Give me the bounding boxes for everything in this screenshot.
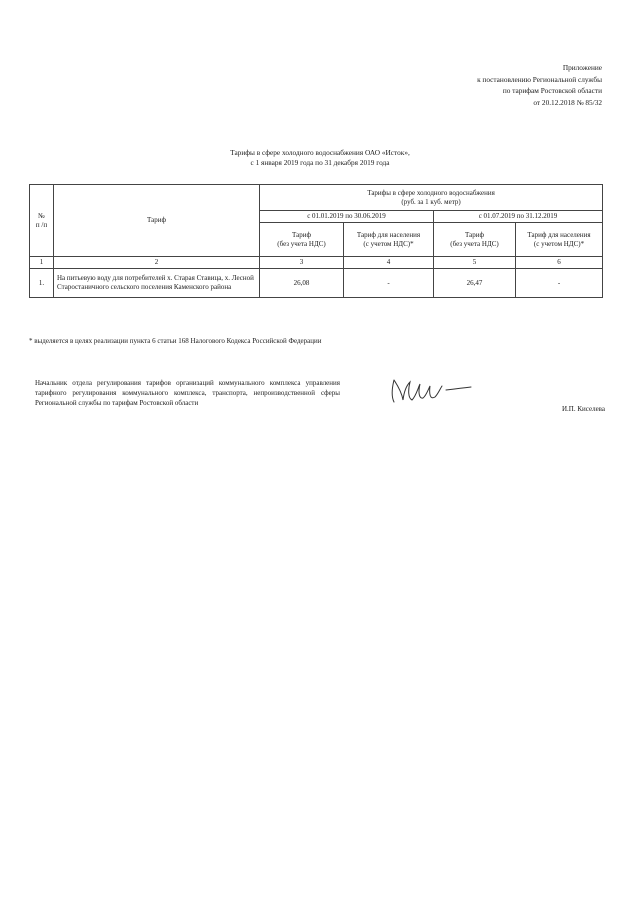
title-line-2: с 1 января 2019 года по 31 декабря 2019 года [250,158,390,167]
header-group: Тарифы в сфере холодного водоснабжения (руб. за 1 куб. метр) [260,185,603,211]
document-title [0,148,640,168]
row-name: На питьевую воду для потребителей х. Старая Ставица, х. Лесной Старостаничного сельского поселения Каменского района [54,269,260,298]
column-number: 2 [54,257,260,269]
signature [388,372,474,406]
header-tariff: Тариф [54,185,260,257]
header-p2-population: Тариф для населения (с учетом НДС)* [516,223,603,257]
signer-name: И.П. Киселева [562,405,605,413]
column-number: 6 [516,257,603,269]
appendix-line-1: Приложение [562,63,602,72]
header-p2-no-vat: Тариф (без учета НДС) [434,223,516,257]
row-p1-population: - [344,269,434,298]
row-p2-no-vat: 26,47 [434,269,516,298]
official-position: Начальник отдела регулирования тарифов организаций коммунального комплекса управления тарифного регулирования коммунального комплекса, транспорта, непроизводственной сферы Региональной службы по тарифам Ростовской области [35,379,340,408]
column-number: 5 [434,257,516,269]
row-num: 1. [30,269,54,298]
tariff-table [29,184,603,298]
title-line-1: Тарифы в сфере холодного водоснабжения ОАО «Исток», [230,148,410,157]
header-num: № п /п [30,185,54,257]
appendix-line-4: от 20.12.2018 № 85/32 [533,97,602,107]
header-period-1: с 01.01.2019 по 30.06.2019 [260,211,434,223]
appendix-block [477,62,602,108]
column-number: 1 [30,257,54,269]
appendix-line-2: к постановлению Региональной службы [477,74,602,84]
header-p1-no-vat: Тариф (без учета НДС) [260,223,344,257]
row-p1-no-vat: 26,08 [260,269,344,298]
footnote: * выделяется в целях реализации пункта 6 статьи 168 Налогового Кодекса Российской Федерации [29,337,322,345]
row-p2-population: - [516,269,603,298]
header-period-2: с 01.07.2019 по 31.12.2019 [434,211,603,223]
column-number: 3 [260,257,344,269]
appendix-line-3: по тарифам Ростовской области [502,86,602,95]
column-number-row [30,257,603,269]
table-row [30,269,603,298]
header-p1-population: Тариф для населения (с учетом НДС)* [344,223,434,257]
column-number: 4 [344,257,434,269]
